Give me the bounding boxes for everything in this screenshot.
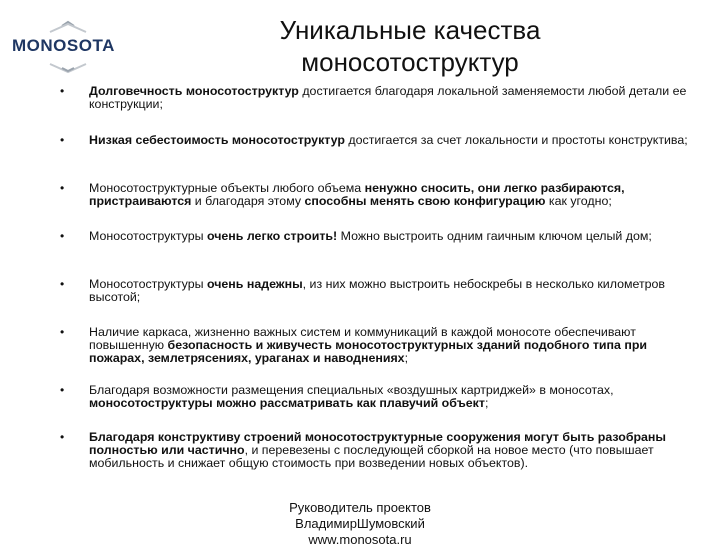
bullet-bold-run: Низкая себестоимость моносотоструктур [89, 133, 345, 147]
bullet-icon: • [60, 325, 65, 339]
bullet-icon: • [60, 229, 65, 243]
bullet-run: Можно выстроить одним гаичным ключом целый дом; [337, 229, 652, 243]
logo-text: MONOSOTA [12, 36, 115, 55]
bullet-text [89, 230, 697, 243]
bullet-run: и благодаря этому [191, 194, 305, 208]
bullet-icon: • [60, 277, 65, 291]
bullet-text [89, 384, 697, 410]
bullet-text [89, 278, 697, 304]
footer-name: ВладимирШумовский [295, 516, 425, 531]
footer [230, 500, 490, 548]
bullet-bold-run: очень надежны [206, 277, 303, 291]
bullet-run: , из них можно выстроить небоскребы в несколько километров высотой; [89, 277, 666, 304]
bullet-bold-run: Долговечность моносотоструктур [89, 84, 299, 98]
title-line-1: Уникальные качества [279, 15, 541, 45]
footer-website-link[interactable]: www.monosota.ru [308, 532, 412, 547]
bullet-bold-run: безопасность и живучесть моносотоструктурных зданий подобного типа при пожарах, землетрясениях, ураганах и наводнениях [89, 338, 648, 365]
bullet-text [89, 134, 697, 147]
bullet-text [89, 182, 697, 208]
bullet-run: как угодно; [545, 194, 612, 208]
bullet-run: Моносотоструктуры [89, 229, 207, 243]
bullet-bold-run: очень легко строить! [206, 229, 338, 243]
bullet-text [89, 431, 697, 470]
bullet-run: ; [404, 351, 409, 365]
bullet-icon: • [60, 430, 65, 444]
bullet-run: Моносотоструктурные объекты любого объема [89, 181, 365, 195]
bullet-bold-run: моносотоструктуры можно рассматривать как плавучий объект [89, 396, 485, 410]
bullet-run: Благодаря возможности размещения специальных «воздушных картриджей» в моносотах, [89, 383, 614, 397]
bullet-run: ; [484, 396, 489, 410]
bullet-bold-run: способны менять свою конфигурацию [304, 194, 546, 208]
footer-role: Руководитель проектов [289, 500, 431, 515]
bullet-icon: • [60, 84, 65, 98]
bullet-bold-run: ненужно сносить, они легко разбираются, пристраиваются [89, 181, 625, 208]
bullet-run: Наличие каркаса, жизненно важных систем и коммуникаций в каждой моносоте обеспечивают повышенную [89, 325, 636, 352]
bullet-icon: • [60, 181, 65, 195]
bullet-text [89, 85, 697, 111]
bullet-text [89, 326, 697, 365]
bullet-run: Моносотоструктуры [89, 277, 207, 291]
bullet-run: , и перевезены с последующей сборкой на новое место (что повышает мобильность и снижает общую стоимость при возведении новых объектов). [89, 443, 654, 470]
page-title [230, 14, 590, 78]
bullet-icon: • [60, 133, 65, 147]
bullet-run: достигается за счет локальности и простоты конструктива; [344, 133, 688, 147]
bullet-icon: • [60, 383, 65, 397]
bullet-bold-run: Благодаря конструктиву строений моносотоструктурные сооружения могут быть разобраны полностью или частично [89, 430, 666, 457]
monosota-logo [10, 20, 126, 74]
title-line-2: моносотоструктур [301, 47, 519, 77]
bullet-run: достигается благодаря локальной заменяемости любой детали ее конструкции; [89, 84, 687, 111]
